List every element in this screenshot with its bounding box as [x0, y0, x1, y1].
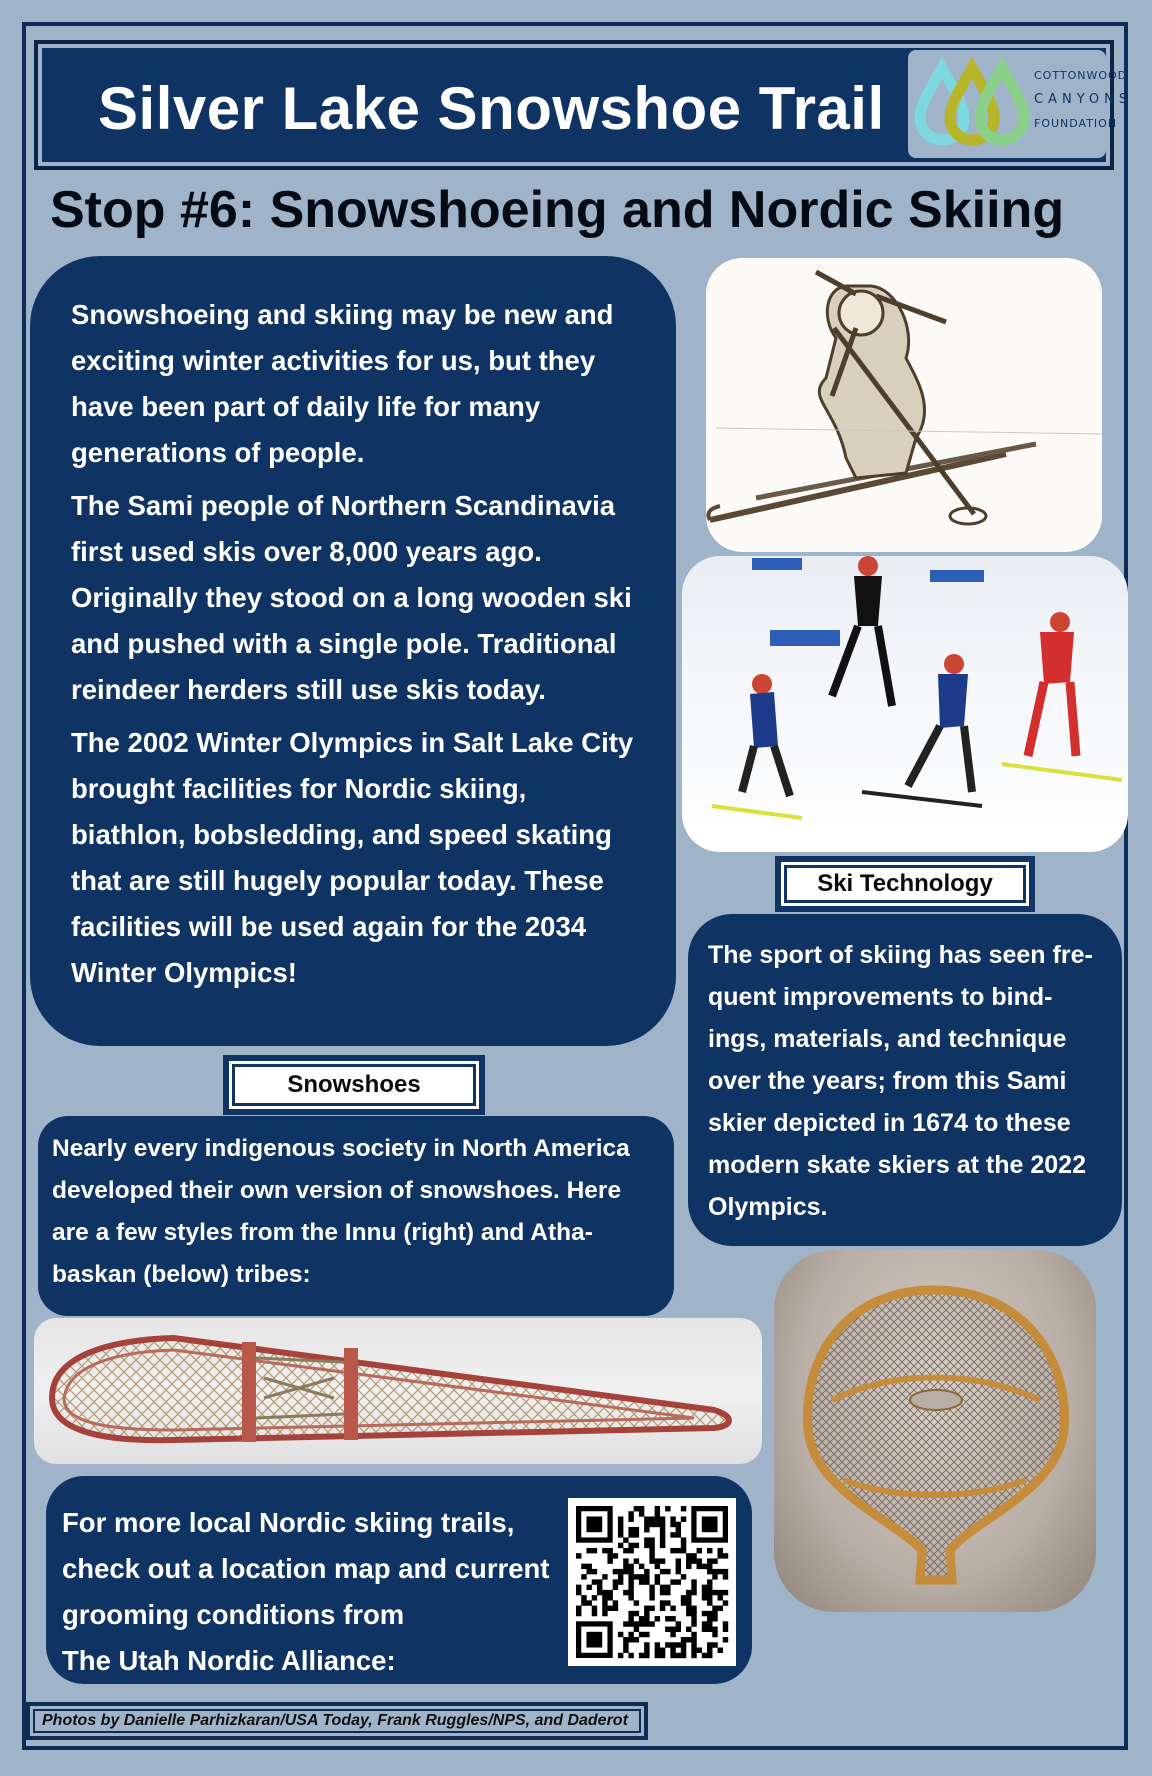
snowshoes-panel	[38, 1116, 674, 1316]
intro-paragraph-1: Snowshoeing and skiing may be new and exciting winter activities for us, but they have been part of daily life for many generations of people.	[71, 299, 614, 468]
logo-line-1: COTTONWOOD	[1034, 69, 1128, 82]
ski-technology-label: Ski Technology	[775, 856, 1035, 912]
photo-credit: Photos by Danielle Parhizkaran/USA Today, Frank Ruggles/NPS, and Daderot	[26, 1702, 648, 1740]
sami-skier-drawing	[706, 258, 1102, 552]
olympic-skiers-photo	[682, 556, 1128, 852]
stop-title: Stop #6: Snowshoeing and Nordic Skiing	[50, 181, 1065, 239]
header-banner	[34, 40, 1133, 170]
athabaskan-snowshoe-photo	[34, 1318, 762, 1464]
ski-technology-text: The sport of skiing has seen fre-quent improvements to bind-ings, materials, and technique over the years; from this Sami skier depicted in 1674 to these modern skate skiers at the 2022 Olympics.	[708, 941, 1093, 1221]
long-snowshoe-drawing	[34, 1318, 762, 1464]
logo-line-3: FOUNDATION	[1034, 117, 1118, 130]
intro-panel	[30, 256, 676, 1046]
round-snowshoe-drawing	[774, 1250, 1096, 1612]
qr-code-icon	[568, 1498, 736, 1666]
nordic-line-2: check out a location map and current	[62, 1553, 550, 1584]
intro-paragraph-2: The Sami people of Northern Scandinavia first used skis over 8,000 years ago. Originally they stood on a long wooden ski and pushed with a single pole. Traditional reindeer herders still use skis today.	[71, 490, 632, 705]
nordic-trails-text	[62, 1500, 562, 1684]
innu-snowshoe-photo	[774, 1250, 1096, 1612]
intro-paragraph-3: The 2002 Winter Olympics in Salt Lake City brought facilities for Nordic skiing, biathlon, bobsledding, and speed skating that are still hugely popular today. These facilities will be used again for the 2034 Winter Olympics!	[71, 727, 634, 988]
snowshoes-text: Nearly every indigenous society in North America developed their own version of snowshoes. Here are a few styles from the Innu (right) and Atha-baskan (below) tribes:	[52, 1135, 630, 1288]
nordic-line-1: For more local Nordic skiing trails,	[62, 1507, 515, 1538]
nordic-line-3: grooming conditions from	[62, 1599, 405, 1630]
logo-text	[1034, 64, 1133, 136]
water-drops-icon	[912, 56, 1032, 156]
skiers-scene	[682, 556, 1128, 852]
foundation-logo	[908, 50, 1133, 158]
utah-nordic-alliance-qr-code[interactable]	[568, 1498, 736, 1666]
logo-line-2: CANYONS	[1034, 92, 1133, 107]
nordic-line-4: The Utah Nordic Alliance:	[62, 1645, 396, 1676]
page-title: Silver Lake Snowshoe Trail	[98, 75, 885, 142]
ski-technology-panel	[688, 914, 1122, 1246]
sami-skier-illustration	[706, 258, 1102, 552]
snowshoes-label: Snowshoes	[223, 1055, 485, 1115]
